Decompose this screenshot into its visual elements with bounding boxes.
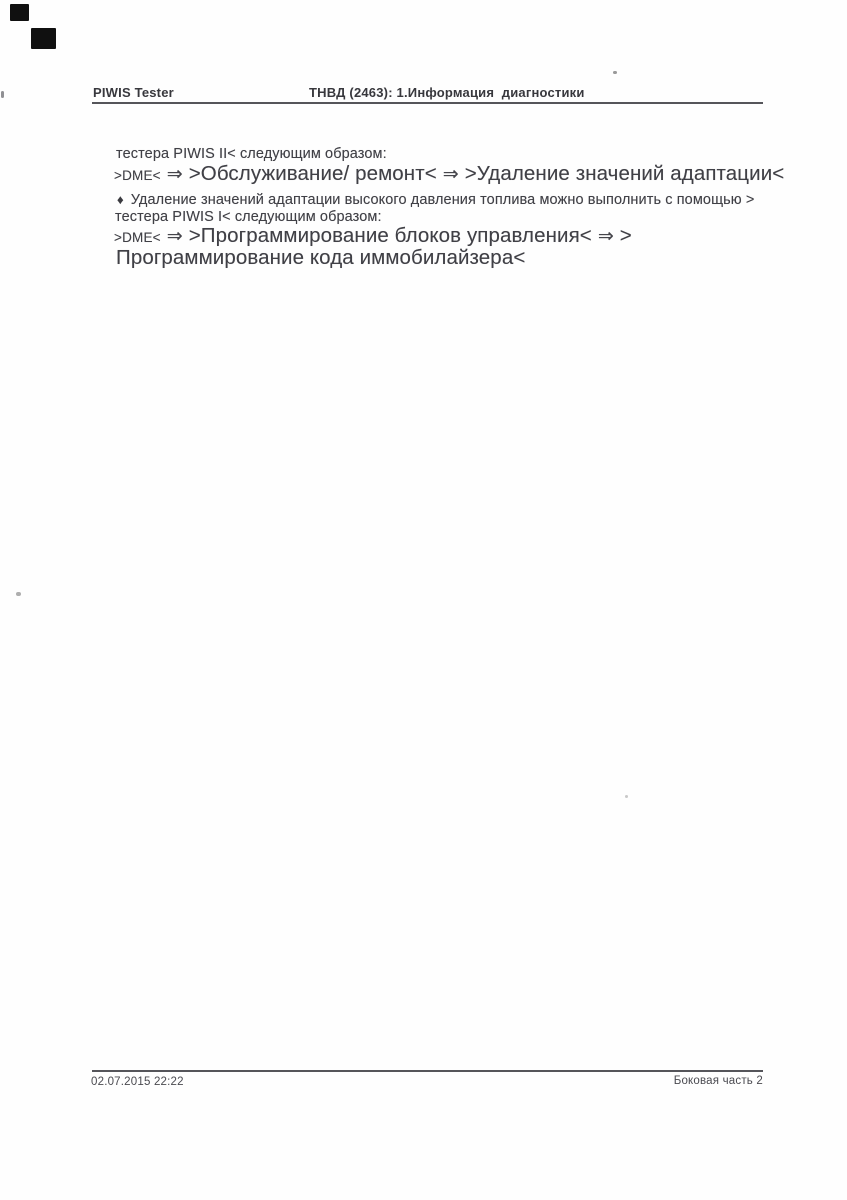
intro-line-piwis1: тестера PIWIS I< следующим образом: [115,209,382,225]
intro-line-piwis2: тестера PIWIS II< следующим образом: [116,146,387,162]
scan-artifact-black-mark-2 [31,28,56,49]
menu-path-step-adaptation: >Удаление значений адаптации< [464,162,785,185]
menu-path-step-service: >Обслуживание/ ремонт< [188,162,437,185]
scan-artifact-black-mark-1 [10,4,29,21]
menu-path-dme-label: >DME< [114,230,161,245]
scan-speck-1 [613,71,617,74]
double-arrow-icon: ⇒ [166,164,183,185]
footer-page-label: Боковая часть 2 [673,1075,763,1087]
menu-path-piwis1 [114,224,632,248]
menu-path-continuation: Программирование кода иммобилайзера< [116,246,526,269]
footer-rule [92,1070,763,1072]
header-app-title: PIWIS Tester [93,85,174,100]
double-arrow-icon: ⇒ [166,226,183,247]
header-doc-title: ТНВД (2463): 1.Информация диагностики [309,85,585,100]
menu-path-tail: > [619,224,632,247]
header-rule [92,102,763,104]
scan-speck-4 [625,795,628,798]
double-arrow-icon: ⇒ [442,164,459,185]
bullet-note [117,192,754,208]
footer-timestamp: 02.07.2015 22:22 [91,1076,184,1088]
diamond-bullet-icon: ♦ [117,192,124,207]
double-arrow-icon: ⇒ [597,226,614,247]
menu-path-step-programming: >Программирование блоков управления< [188,224,592,247]
scan-speck-2 [16,592,21,596]
bullet-note-text: Удаление значений адаптации высокого давления топлива можно выполнить с помощью > [130,192,755,208]
scan-speck-3 [1,91,4,98]
menu-path-dme-label: >DME< [114,168,161,183]
menu-path-piwis2 [114,162,784,186]
